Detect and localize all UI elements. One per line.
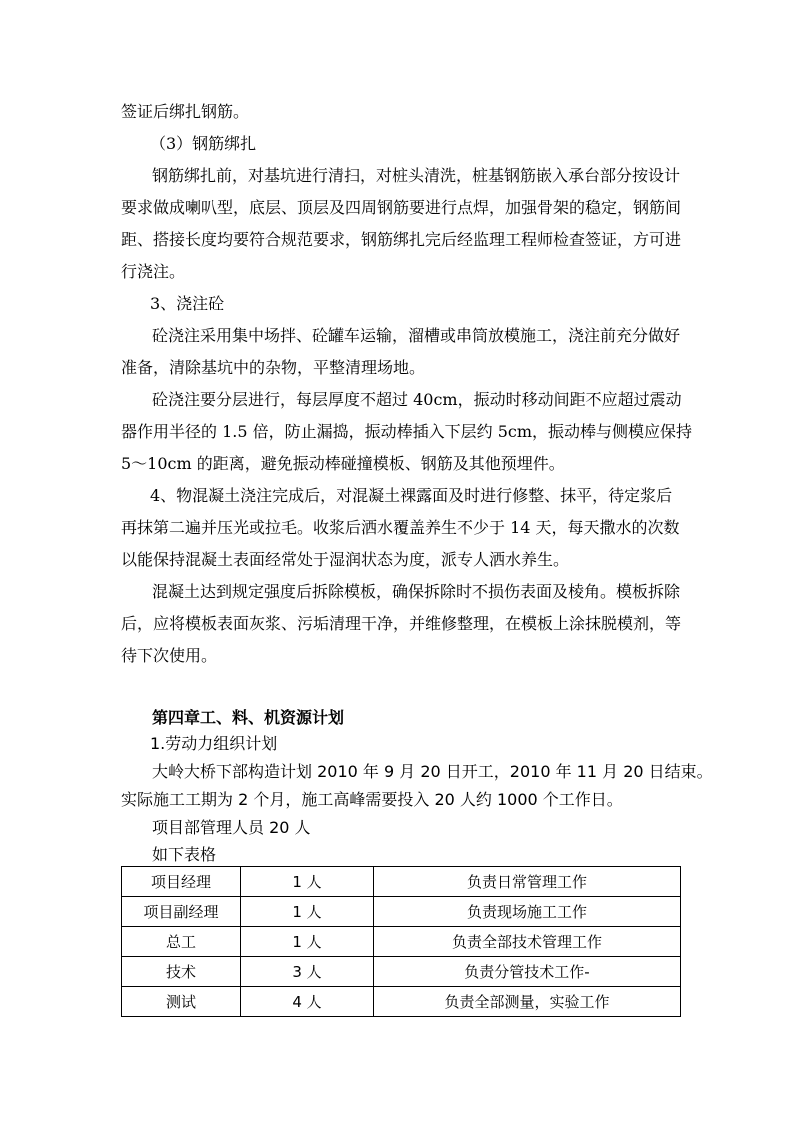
- table-row: [122, 867, 681, 897]
- paragraph-line: 后，应将模板表面灰浆、污垢清理干净，并维修整理，在模板上涂抹脱模剂，等: [121, 614, 682, 633]
- paragraph-line: 5～10cm 的距离，避免振动棒碰撞模板、钢筋及其他预埋件。: [121, 454, 565, 473]
- paragraph-line: 以能保持混凝土表面经常处于湿润状态为度，派专人洒水养生。: [121, 550, 570, 569]
- paragraph-line: 混凝土达到规定强度后拆除模板，确保拆除时不损伤表面及棱角。模板拆除: [152, 582, 681, 601]
- count-cell: 4 人: [241, 987, 374, 1017]
- role-cell: 项目副经理: [122, 897, 241, 927]
- paragraph-line: 钢筋绑扎前，对基坑进行清扫，对桩头清洗，桩基钢筋嵌入承台部分按设计: [152, 166, 681, 185]
- table-row: [122, 957, 681, 987]
- role-cell: 技术: [122, 957, 241, 987]
- section-subheading: 1.劳动力组织计划: [150, 734, 278, 753]
- role-cell: 项目经理: [122, 867, 241, 897]
- table-row: [122, 897, 681, 927]
- paragraph-line: 砼浇注要分层进行，每层厚度不超过 40cm，振动时移动间距不应超过震动: [152, 390, 682, 409]
- section-subheading: 3、浇注砼: [150, 294, 225, 313]
- paragraph-line: 待下次使用。: [121, 646, 218, 665]
- paragraph-line: 准备，清除基坑中的杂物，平整清理场地。: [121, 358, 426, 377]
- duty-cell: 负责分管技术工作-: [374, 957, 681, 987]
- paragraph-line: 项目部管理人员 20 人: [152, 818, 311, 837]
- duty-cell: 负责现场施工工作: [374, 897, 681, 927]
- paragraph-line: 要求做成喇叭型，底层、顶层及四周钢筋要进行点焊，加强骨架的稳定，钢筋间: [121, 198, 682, 217]
- count-cell: 3 人: [241, 957, 374, 987]
- table-row: [122, 927, 681, 957]
- paragraph-line: 实际施工工期为 2 个月，施工高峰需要投入 20 人约 1000 个工作日。: [121, 790, 623, 809]
- duty-cell: 负责全部测量，实验工作: [374, 987, 681, 1017]
- role-cell: 总工: [122, 927, 241, 957]
- table-row: [122, 987, 681, 1017]
- section-subheading: （3）钢筋绑扎: [150, 134, 257, 153]
- duty-cell: 负责全部技术管理工作: [374, 927, 681, 957]
- paragraph-line: 4、物混凝土浇注完成后，对混凝土裸露面及时进行修整、抹平，待定浆后: [150, 486, 673, 505]
- count-cell: 1 人: [241, 897, 374, 927]
- chapter-heading: 第四章工、料、机资源计划: [152, 708, 345, 727]
- paragraph-line: 距、搭接长度均要符合规范要求，钢筋绑扎完后经监理工程师检查签证，方可进: [121, 230, 682, 249]
- count-cell: 1 人: [241, 927, 374, 957]
- role-cell: 测试: [122, 987, 241, 1017]
- paragraph-line: 签证后绑扎钢筋。: [121, 102, 250, 121]
- paragraph-line: 如下表格: [152, 845, 217, 864]
- paragraph-line: 器作用半径的 1.5 倍，防止漏捣，振动棒插入下层约 5cm，振动棒与侧模应保持: [121, 422, 693, 441]
- staff-table: [121, 866, 681, 1017]
- paragraph-line: 砼浇注采用集中场拌、砼罐车运输，溜槽或串筒放模施工，浇注前充分做好: [152, 326, 681, 345]
- count-cell: 1 人: [241, 867, 374, 897]
- paragraph-line: 再抹第二遍并压光或拉毛。收浆后洒水覆盖养生不少于 14 天，每天撒水的次数: [121, 518, 680, 537]
- duty-cell: 负责日常管理工作: [374, 867, 681, 897]
- paragraph-line: 大岭大桥下部构造计划 2010 年 9 月 20 日开工，2010 年 11 月 20 日结束。: [152, 762, 713, 781]
- paragraph-line: 行浇注。: [121, 262, 186, 281]
